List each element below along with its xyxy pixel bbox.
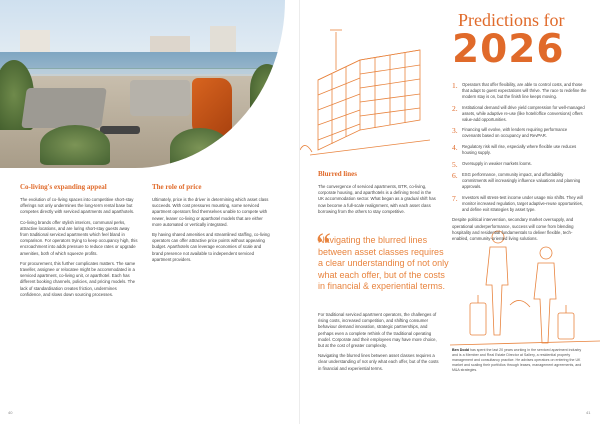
rooftop-terrace-photo	[0, 0, 285, 168]
coliving-column	[20, 183, 138, 302]
list-item: 3. Financing will evolve, with lenders requiring performance covenants based on occupancy and RevPAR.	[452, 126, 568, 139]
paragraph: By having shared amenities and streamlined staffing, co-living operators can offer attractive price points without appearing budget. Aparthotels can leverage economies of scale and brand presence not available to independent serviced apartment providers.	[152, 232, 270, 262]
paragraph: Ultimately, price is the driver in determining which asset class succeeds. With cost pressures mounting, some serviced apartment operators find themselves unable to compete with newer, leaner co-living or aparthotel models that are either more automated or vertically integrated.	[152, 197, 269, 227]
price-column	[152, 183, 272, 267]
page-number-right: 41	[586, 410, 591, 415]
list-item: 4. Regulatory risk will rise, especially where flexible use reduces housing supply.	[452, 143, 577, 156]
paragraph: Navigating the blurred lines between asset classes requires a clear understanding of not only what each offer, but of the costs in financial and experiential terms.	[318, 353, 439, 371]
paragraph: For traditional serviced apartment operators, the challenges of rising costs, increased competition, and shifting consumer behaviour demand innovation, strategic partnerships, and perhaps even a complete rethink of the traditional operating model. Corporate and their employees may have more choice, but at the cost of greater complexity.	[318, 312, 437, 349]
closing-paragraph: Despite political intervention, secondary market oversupply, and operational underperformance, success will come from blending hospitality and residential fundamentals to deliver flexible, tech-enabled, community-oriented living solutions.	[452, 217, 574, 242]
page-title-line1: Predictions for	[458, 10, 565, 30]
price-heading: The role of price	[152, 183, 202, 191]
author-name: Ben Dodd	[452, 348, 469, 352]
list-item: 2. Institutional demand will drive yield compression for well-managed assets, while adaptive re-use (like hotel/office conversions) offers value-add opportunities.	[452, 103, 585, 122]
pull-quote-text: Navigating the blurred lines between asset classes requires a clear understanding of not only what each offer, but of the costs in financial & experiential terms.	[318, 235, 449, 291]
paragraph: Co-living brands offer stylish interiors, communal perks, attractive locations, and are luring short-stay guests away from traditional serviced apartments which feel bland in comparison. For operators trying to keep occupancy high, this encroachment into adds pressure to reduce rates or upgrade amenities, both of which squeeze profits.	[20, 219, 138, 256]
author-bio	[452, 348, 587, 373]
paragraph: The evolution of co-living spaces into competitive short-stay offerings not only undermines the long-term rental base but competes directly with serviced apartments and aparthotels.	[20, 197, 135, 215]
page-number-left: 40	[8, 410, 13, 415]
quote-mark-icon: “	[316, 227, 332, 264]
pull-quote	[316, 227, 450, 293]
blurred-lines-column	[318, 170, 438, 219]
building-illustration-icon	[300, 0, 450, 168]
paragraph: The convergence of serviced apartments, BTR, co-living, corporate housing, and aparthotels is a defining trend in the UK accommodation sector. What began as a gradual shift has now become a full-scale realignment, with each asset class borrowing from the others to stay competitive.	[318, 184, 436, 214]
list-item: 5. Oversupply in weaker markets looms.	[452, 160, 532, 170]
blurred-lines-heading: Blurred lines	[318, 170, 357, 178]
predictions-list	[452, 82, 587, 246]
page-title-year: 2026	[452, 27, 565, 72]
list-item: 7. Investors will stress-test income under usage mix shifts. They will monitor increased regulation, target adaptive-reuse opportunities, and define exit strategies by asset type.	[452, 193, 584, 212]
author-bio-text: has spent the last 20 years working in the serviced apartment industry and is a Member and Real Estate Director at Sallery, a residential property management and consultancy practice. He advises operators on entering the UK market and scaling their portfolios through leases, management agreements, and M&A strategies.	[452, 348, 582, 372]
list-item: 6. ESG performance, community impact, and affordability commitments will increasingly influence valuations and planning approvals.	[452, 170, 581, 189]
list-item: 1. Operators that offer flexibility, are able to control costs, and those that adapt to guest expectations will thrive. The race to redefine the modern stay is on, but the finish line keeps moving.	[452, 81, 587, 99]
paragraph: For procurement, this further complicates matters. The same traveller, assignee or relocatee might be accommodated in a serviced apartment, co-living unit, or aparthotel. Each has different booking channels, policies, and pricing models. The lack of standardisation creates friction, undermines confidence, and slows down sourcing processes.	[20, 260, 136, 297]
blurred-lines-continued	[318, 312, 443, 376]
coliving-heading: Co-living's expanding appeal	[20, 183, 107, 191]
